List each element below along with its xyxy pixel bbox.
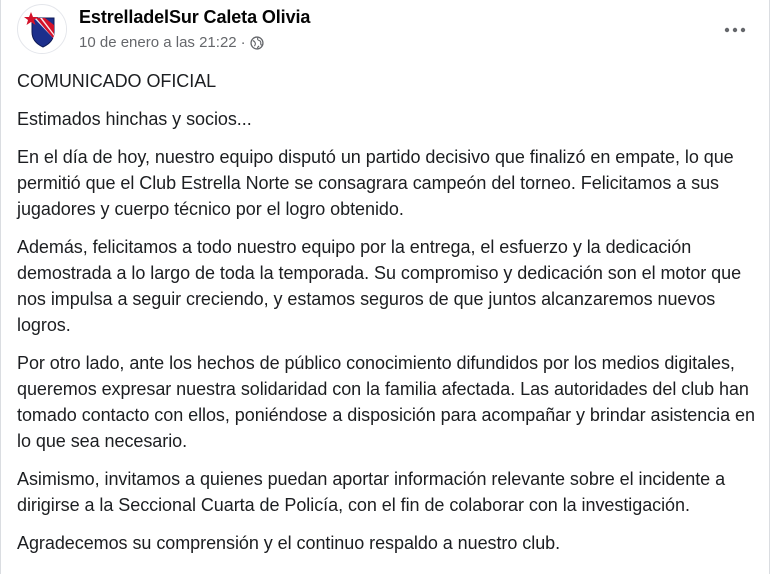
post-paragraph: En el día de hoy, nuestro equipo disputó un partido decisivo que finalizó en empate, lo que permitió que el Club Estrella Norte se consagrara campeón del torneo. Felicitamos a sus jugadores y cuerpo técnico por el logro obtenido. [17, 147, 734, 219]
post-timestamp-link[interactable]: 10 de enero a las 21:22 [79, 34, 237, 51]
post-paragraph: Por otro lado, ante los hechos de público conocimiento difundidos por los medios digitales, queremos expresar nuestra solidaridad con la familia afectada. Las autoridades del club han tomado contacto con ellos, poniéndose a disposición para acompañar y brindar asistencia en lo que sea necesario. [17, 353, 755, 451]
post-header [17, 4, 753, 56]
meta-separator: · [240, 34, 246, 51]
post-meta [79, 34, 264, 51]
more-options-button[interactable] [717, 12, 753, 48]
page-avatar[interactable] [17, 4, 67, 54]
page-name-link[interactable]: EstrelladelSur Caleta Olivia [79, 7, 311, 27]
more-options-icon [723, 26, 747, 34]
post-paragraph: Además, felicitamos a todo nuestro equipo por la entrega, el esfuerzo y la dedicación demostrada a lo largo de toda la temporada. Su compromiso y dedicación son el motor que nos impulsa a seguir creciendo, y estamos seguros de que juntos alcanzaremos nuevos logros. [17, 237, 742, 335]
post-paragraph: Estimados hinchas y socios... [17, 109, 252, 129]
post-paragraph: Asimismo, invitamos a quienes puedan aportar información relevante sobre el incidente a dirigirse a la Seccional Cuarta de Policía, con el fin de colaborar con la investigación. [17, 469, 726, 515]
post-paragraph: COMUNICADO OFICIAL [17, 71, 217, 91]
club-crest-icon [18, 5, 67, 54]
post-body [17, 68, 755, 568]
post-paragraph: Agradecemos su comprensión y el continuo respaldo a nuestro club. [17, 533, 561, 553]
globe-icon[interactable] [250, 36, 264, 50]
